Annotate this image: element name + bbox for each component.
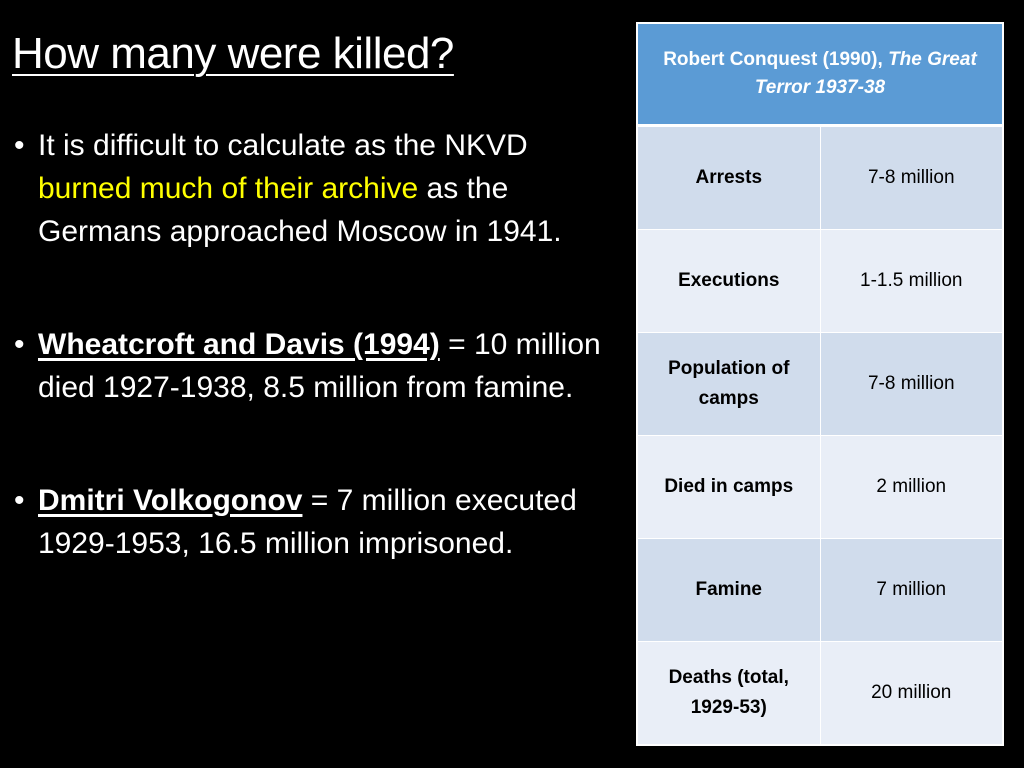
bullet-item xyxy=(14,323,618,409)
bullet-text: as the Germans approached Moscow in 1941. xyxy=(38,172,562,248)
row-label: Deaths (total, 1929-53) xyxy=(637,642,820,746)
bullet-item xyxy=(14,124,618,253)
bullet-list xyxy=(14,124,618,565)
table-row xyxy=(637,333,1003,436)
table-header-row xyxy=(637,23,1003,126)
header-author: Robert Conquest (1990), xyxy=(663,49,889,70)
row-label: Population of camps xyxy=(637,333,820,436)
table-header xyxy=(637,23,1003,126)
row-value: 1-1.5 million xyxy=(820,230,1003,333)
row-value: 7 million xyxy=(820,539,1003,642)
table-row xyxy=(637,230,1003,333)
slide-title: How many were killed? xyxy=(12,29,454,78)
table-row xyxy=(637,642,1003,746)
highlighted-text: burned much of their archive xyxy=(38,172,419,205)
bullet-item xyxy=(14,479,618,565)
bullet-text: = 7 million executed 1929-1953, 16.5 million imprisoned. xyxy=(38,484,577,560)
row-value: 7-8 million xyxy=(820,126,1003,230)
bullet-text: = 10 million died 1927-1938, 8.5 million from famine. xyxy=(38,328,601,404)
conquest-statistics-table xyxy=(636,22,1004,746)
row-label: Executions xyxy=(637,230,820,333)
row-value: 7-8 million xyxy=(820,333,1003,436)
table-row xyxy=(637,539,1003,642)
header-book-title: The Great Terror 1937-38 xyxy=(754,49,977,98)
row-label: Famine xyxy=(637,539,820,642)
table-row xyxy=(637,436,1003,539)
bullet-dot-icon: • xyxy=(14,129,25,162)
row-label: Died in camps xyxy=(637,436,820,539)
bullet-text: It is difficult to calculate as the NKVD xyxy=(38,129,528,162)
bullet-dot-icon: • xyxy=(14,328,25,361)
row-label: Arrests xyxy=(637,126,820,230)
row-value: 20 million xyxy=(820,642,1003,746)
source-reference: Dmitri Volkogonov xyxy=(38,484,303,517)
source-reference: Wheatcroft and Davis (1994) xyxy=(38,328,440,361)
table-row xyxy=(637,126,1003,230)
row-value: 2 million xyxy=(820,436,1003,539)
bullet-dot-icon: • xyxy=(14,484,25,517)
